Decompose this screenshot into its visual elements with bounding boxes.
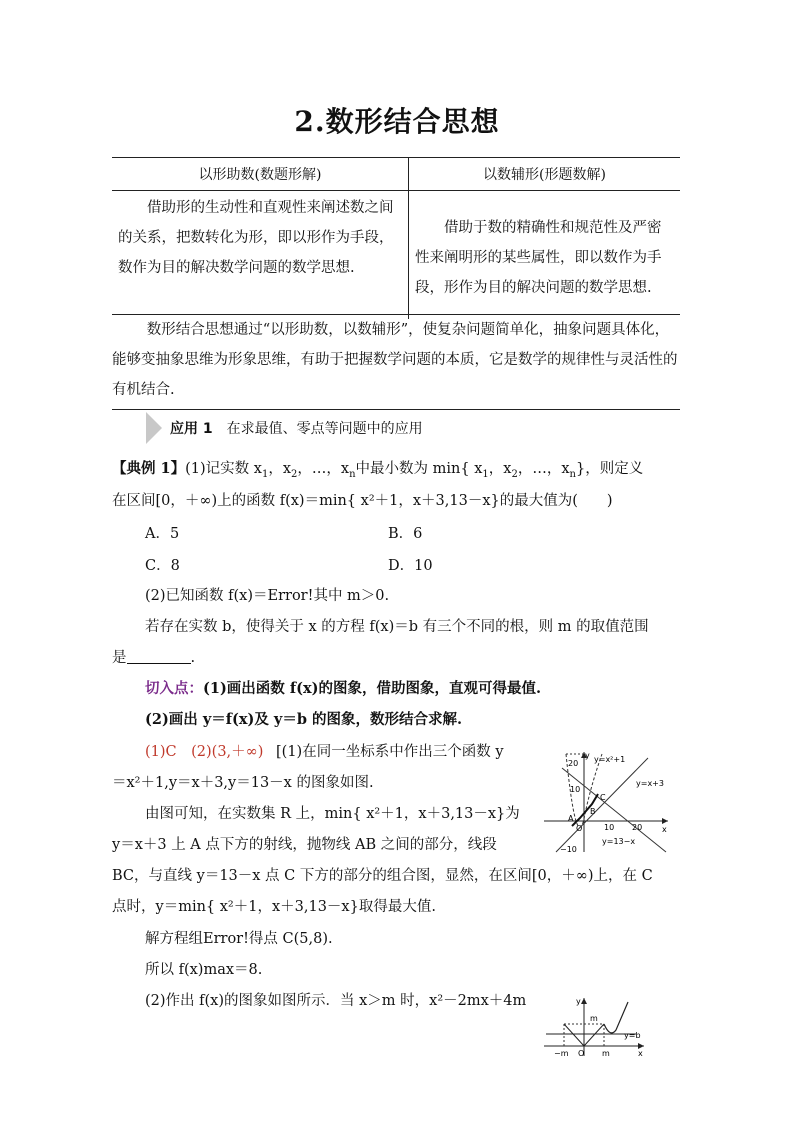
section-title: 在求最值、零点等问题中的应用 [226,421,423,437]
example-line-2: 在区间[0，＋∞)上的函数 f(x)＝min{ x²＋1，x＋3,13－x}的最大值为( ) [112,493,613,509]
table-cell-right [409,191,681,320]
graph-min-functions [536,748,676,856]
graph2-m-top: m [590,1014,598,1023]
graph2-label-yb: y=b [624,1031,641,1040]
example-tag: 【典例 1】 [112,460,186,477]
graph1-point-a: A [568,814,574,823]
option-c: C．8 [145,558,180,574]
graph1-origin: O [576,824,583,833]
graph1-x-label: x [662,825,667,834]
example-line-5: 是 . [112,650,196,666]
graph1-x-arrow-icon [662,818,668,824]
example-p1-part1: (1)记实数 x [185,461,262,477]
hint-line-1 [145,678,715,700]
example-line-1: 【典例 1】(1)记实数 $x_1$，$x_2$，…，$x_n$中最小数为 min{ $x_1$，$x_2$，…，$x_n$}，则定义 [112,460,644,480]
graph1-y-label: y [585,751,590,760]
solution-line-7: 解方程组Error!得点 C(5,8). [145,931,333,947]
section-heading [146,412,423,444]
solution-line-9: (2)作出 f(x)的图象如图所示．当 x＞m 时，x²－2mx＋4m [145,993,527,1009]
triangle-marker-icon [146,412,162,444]
example-line-3: (2)已知函数 f(x)＝Error!其中 m＞0. [145,588,390,604]
graph1-point-b: B [590,807,596,816]
graph1-tick-x10: 10 [604,823,615,832]
example-p1-part2: 中最小数为 min{ x [355,461,483,477]
solution-line-2: ＝x²＋1,y＝x＋3,y＝13－x 的图象如图. [112,775,374,791]
example-line-4: 若存在实数 b，使得关于 x 的方程 f(x)＝b 有三个不同的根，则 m 的取值范围 [145,619,649,635]
solution-line-5: BC，与直线 y＝13－x 点 C 下方的部分的组合图，显然，在区间[0，＋∞)上，在 C [112,868,653,884]
graph1-tick-minus10: −10 [560,845,577,854]
option-a: A．5 [145,526,180,542]
comparison-table [112,157,680,319]
graph2-m-x: m [602,1049,610,1058]
answer-blank [127,649,191,664]
graph1-tick-10: 10 [570,785,581,794]
option-b: B．6 [388,526,423,542]
graph2-curve [604,1002,628,1033]
graph2-y-label: y [576,997,581,1006]
section-label: 应用 1 [170,421,213,437]
graph1-tick-20: 20 [568,759,579,768]
graph1-label-line2: y=13−x [602,837,636,846]
graph1-tick-x20: 20 [632,823,643,832]
solution-line-3: 由图可知，在实数集 R 上，min{ x²＋1，x＋3,13－x}为 [145,806,520,822]
graph2-x-label: x [638,1049,643,1058]
example-p1-part3: }，则定义 [575,461,644,477]
solution-line-4: y＝x＋3 上 A 点下方的射线，抛物线 AB 之间的部分，线段 [112,837,497,853]
example-p5: 是 [112,650,127,666]
solution-line-8: 所以 f(x)max＝8. [145,962,263,978]
table-cell-left [112,191,409,320]
solution-line-6: 点时，y＝min{ x²＋1，x＋3,13－x}取得最大值. [112,899,436,915]
graph2-neg-m: −m [554,1049,569,1058]
graph1-point-c: C [600,793,606,802]
graph2-y-arrow-icon [581,998,587,1004]
solution-line-1: [(1)在同一坐标系中作出三个函数 y [276,744,504,760]
table-header-right: 以数辅形(形题数解) [409,158,681,191]
table-header-left: 以形助数(数题形解) [112,158,409,191]
page-title: 2.数形结合思想 [294,105,500,138]
graph1-label-parabola: y=x²+1 [594,755,626,764]
graph1-label-line1: y=x+3 [636,779,664,788]
option-d: D．10 [388,558,433,574]
graph-piecewise-function [540,994,650,1060]
table-cell-right-text: 借助于数的精确性和规范性及严密性来阐明形的某些属性，即以数作为手段，形作为目的解决问题的数学思想. [415,220,662,296]
summary-paragraph: 数形结合思想通过“以形助数，以数辅形”，使复杂问题简单化，抽象问题具体化，能够变抽象思维为形象思维，有助于把握数学问题的本质，它是数学的规律性与灵活性的有机结合. [112,314,680,410]
graph2-origin: O [578,1049,585,1058]
hint-line-2: (2)画出 y＝f(x)及 y＝b 的图象，数形结合求解. [145,711,463,728]
answer-key: (1)C (2)(3,＋∞) [145,744,264,760]
table-cell-left-text: 借助形的生动性和直观性来阐述数之间的关系，把数转化为形，即以形作为手段，数作为目的解决数学问题的数学思想. [118,200,394,276]
hint-text-1: (1)画出函数 f(x)的图象，借助图象，直观可得最值. [203,680,542,697]
hint-label: 切入点： [145,680,203,697]
